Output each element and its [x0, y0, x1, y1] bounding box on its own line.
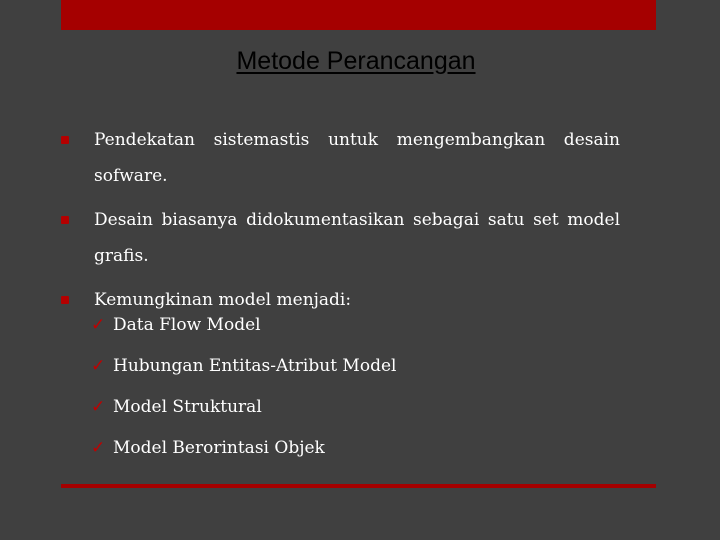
check-icon: ✓ — [91, 356, 106, 376]
bullet-text: Pendekatan sistemastis untuk mengembangkan desain sofware. — [94, 130, 620, 186]
model-list-item — [89, 346, 396, 387]
model-list-item — [89, 387, 396, 428]
bullet-item — [60, 202, 620, 274]
bullet-text: Kemungkinan model menjadi: — [94, 290, 352, 310]
slide-title: Metode Perancangan — [236, 47, 476, 75]
square-bullet-icon — [61, 296, 69, 304]
check-icon: ✓ — [91, 438, 106, 458]
top-accent-bar — [61, 0, 656, 30]
model-list-item — [89, 305, 396, 346]
square-bullet-icon — [61, 216, 69, 224]
bullet-text: Desain biasanya didokumentasikan sebagai satu set model grafis. — [94, 210, 620, 266]
square-bullet-icon — [61, 136, 69, 144]
check-icon: ✓ — [91, 315, 106, 335]
check-icon: ✓ — [91, 397, 106, 417]
model-label: Hubungan Entitas-Atribut Model — [113, 356, 397, 376]
model-label: Data Flow Model — [113, 315, 261, 335]
model-label: Model Berorintasi Objek — [113, 438, 325, 458]
model-label: Model Struktural — [113, 397, 262, 417]
model-list — [89, 305, 396, 469]
bullet-list — [60, 122, 620, 326]
bottom-accent-bar — [61, 484, 656, 488]
model-list-item — [89, 428, 396, 469]
bullet-item — [60, 122, 620, 194]
